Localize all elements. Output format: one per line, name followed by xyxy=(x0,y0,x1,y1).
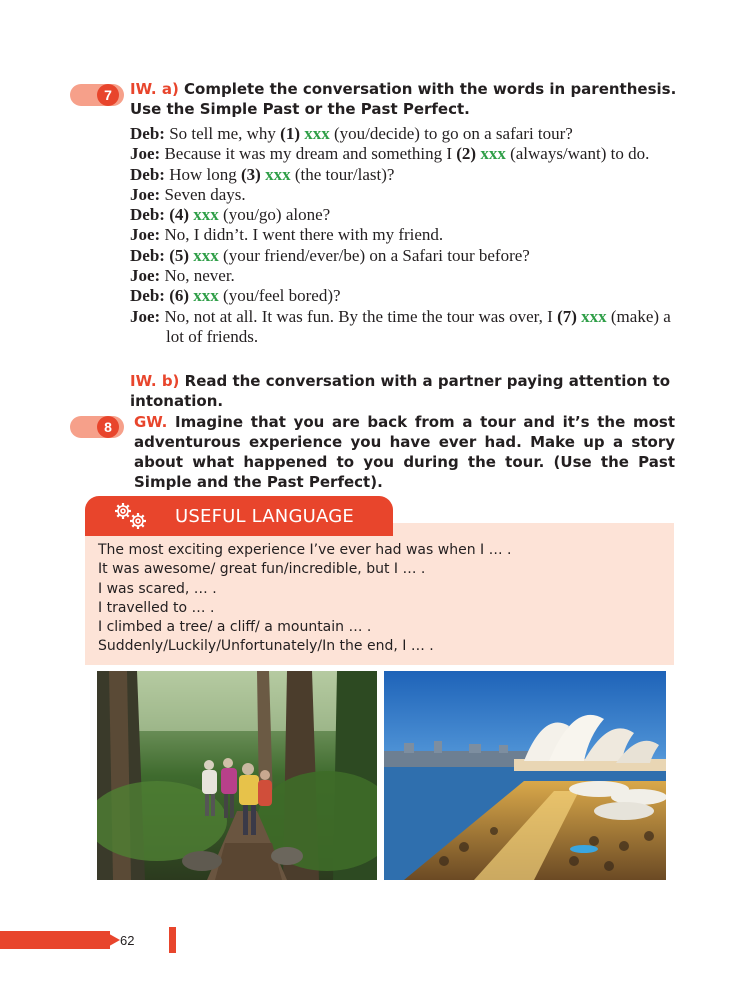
useful-language-line: I climbed a tree/ a cliff/ a mountain … . xyxy=(98,619,372,636)
gap-number: (3) xyxy=(240,164,261,184)
dialogue-text: Because it was my dream and something I xyxy=(160,144,457,164)
footer-marker xyxy=(169,927,176,953)
dialogue-prompt: (the tour/last)? xyxy=(290,164,395,184)
gap-answer: xxx xyxy=(300,124,330,143)
forest-hikers-photo xyxy=(97,671,377,880)
dialogue-prompt: (make) a lot of friends. xyxy=(166,306,671,346)
dialogue-speaker: Deb: xyxy=(130,245,165,265)
useful-language-line: I was scared, … . xyxy=(98,580,217,597)
dialogue-text: No, not at all. It was fun. By the time the tour was over, I xyxy=(160,306,558,326)
useful-language-line: The most exciting experience I’ve ever had was when I … . xyxy=(98,542,512,558)
exercise-7b-instruction xyxy=(130,371,680,411)
useful-language-line: Suddenly/Luckily/Unfortunately/In the end, I … . xyxy=(98,638,434,655)
dialogue-line xyxy=(130,286,690,306)
dialogue-prompt: (your friend/ever/be) on a Safari tour before? xyxy=(218,245,530,265)
dialogue-line xyxy=(130,185,690,205)
exercise-7a-instruction xyxy=(130,79,680,119)
dialogue-prompt: (always/want) to do. xyxy=(505,144,650,164)
dialogue-speaker: Deb: xyxy=(130,286,165,306)
gap-answer: xxx xyxy=(189,245,219,265)
dialogue-line xyxy=(130,144,690,164)
dialogue-line xyxy=(130,246,690,266)
page-number: 62 xyxy=(120,933,135,948)
gap-number: (5) xyxy=(169,245,190,265)
exercise-7b-text: Read the conversation with a partner paying attention to intonation. xyxy=(130,372,671,410)
dialogue-line xyxy=(130,225,690,245)
exercise-8-instruction xyxy=(134,412,675,492)
gap-number: (1) xyxy=(280,124,300,143)
dialogue-text: How long xyxy=(164,164,241,184)
exercise-8-text: Imagine that you are back from a tour and it’s the most adventurous experience you have ever had. Make up a story about what happened to you during the tour. (Use the Past Simple and the Past Perfect). xyxy=(134,413,675,491)
dialogue-speaker: Deb: xyxy=(130,164,165,184)
gap-number: (4) xyxy=(169,205,190,225)
dialogue-prompt: (you/go) alone? xyxy=(218,205,331,225)
gap-answer: xxx xyxy=(476,144,506,164)
dialogue-line xyxy=(130,205,690,225)
dialogue-text: Seven days. xyxy=(160,184,246,204)
dialogue-speaker: Joe: xyxy=(130,306,161,326)
exercise-7a-tag: IW. a) xyxy=(130,80,179,98)
dialogue-line xyxy=(130,307,690,348)
exercise-7b-tag: IW. b) xyxy=(130,372,180,390)
dialogue-prompt: (you/feel bored)? xyxy=(218,286,341,306)
dialogue-text: No, never. xyxy=(160,266,235,286)
dialogue-text: No, I didn’t. I went there with my friend. xyxy=(160,225,444,245)
gap-number: (2) xyxy=(456,144,477,164)
gap-answer: xxx xyxy=(189,205,219,225)
dialogue-speaker: Joe: xyxy=(130,225,161,245)
exercise-8-number: 8 xyxy=(97,416,119,438)
dialogue-speaker: Deb: xyxy=(130,205,165,225)
sydney-opera-house-photo xyxy=(384,671,666,880)
gap-number: (7) xyxy=(557,306,577,326)
useful-language-line: I travelled to … . xyxy=(98,599,215,616)
dialogue-speaker: Joe: xyxy=(130,184,161,204)
exercise-7-number: 7 xyxy=(97,84,119,106)
gap-answer: xxx xyxy=(576,306,607,326)
dialogue-line xyxy=(130,266,690,286)
dialogue-speaker: Joe: xyxy=(130,266,161,286)
gap-answer: xxx xyxy=(260,164,291,184)
conversation xyxy=(130,124,690,347)
exercise-8-tag: GW. xyxy=(134,413,168,431)
dialogue-speaker: Deb: xyxy=(130,124,165,143)
useful-language-title: USEFUL LANGUAGE xyxy=(175,506,354,527)
dialogue-text: So tell me, why xyxy=(164,124,281,143)
footer-bar xyxy=(0,931,110,949)
useful-language-line: It was awesome/ great fun/incredible, but I … . xyxy=(98,561,426,578)
dialogue-speaker: Joe: xyxy=(130,144,161,164)
gap-answer: xxx xyxy=(189,286,219,306)
gap-number: (6) xyxy=(169,286,190,306)
dialogue-line xyxy=(130,165,690,185)
exercise-7a-text: Complete the conversation with the words in parenthesis. Use the Simple Past or the Past Perfect. xyxy=(130,80,677,118)
dialogue-prompt: (you/decide) to go on a safari tour? xyxy=(329,124,573,143)
dialogue-line xyxy=(130,124,690,144)
gears-icon xyxy=(112,500,152,532)
useful-language-list xyxy=(98,541,512,657)
